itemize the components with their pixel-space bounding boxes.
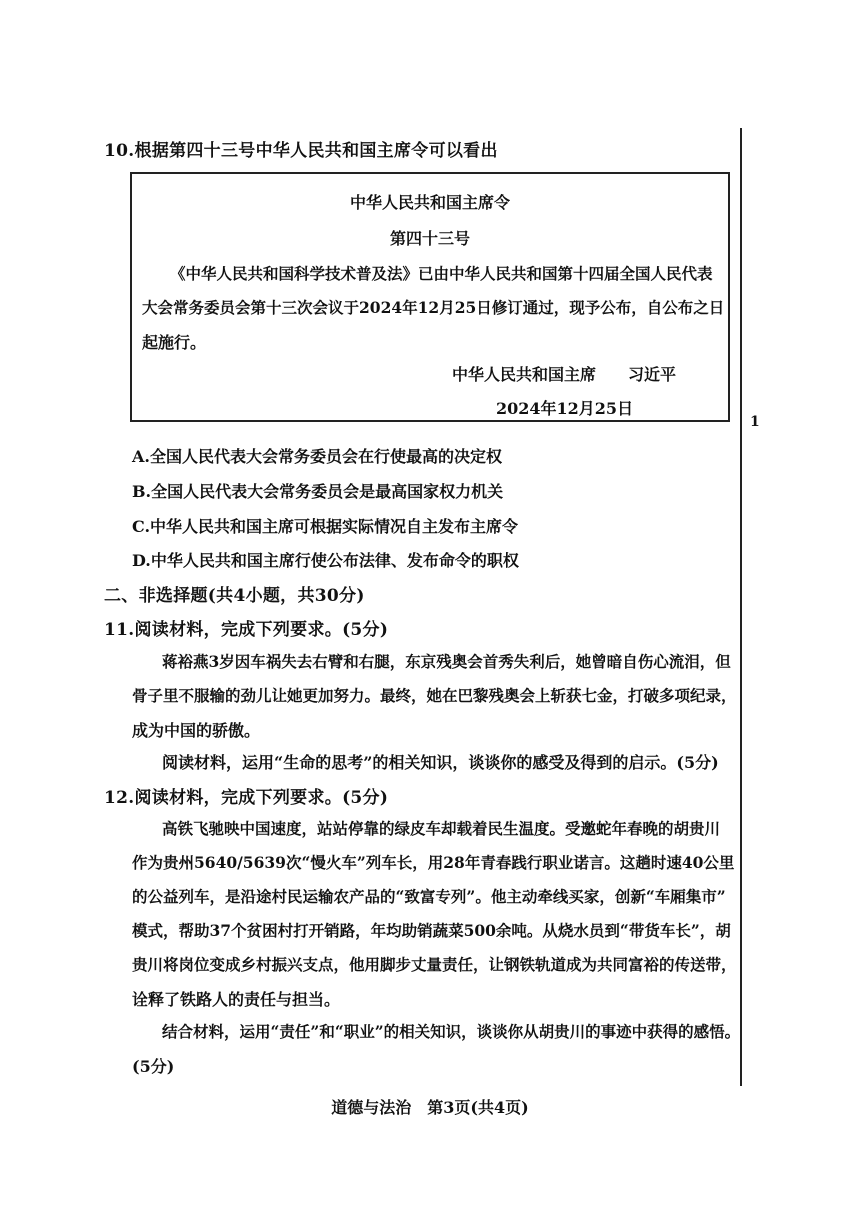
decree-body-line-1: 《中华人民共和国科学技术普及法》已由中华人民共和国第十四届全国人民代表 — [170, 264, 713, 283]
section-2-title: 二、非选择题(共4小题，共30分) — [104, 586, 365, 606]
q12-material-line-1: 高铁飞驰映中国速度，站站停靠的绿皮车却载着民生温度。受邀蛇年春晚的胡贵川 — [162, 819, 721, 838]
decree-box — [130, 172, 730, 422]
q12-task-line-1: 结合材料，运用“责任”和“职业”的相关知识，谈谈你从胡贵川的事迹中获得的感悟。 — [162, 1022, 741, 1041]
option-b: B.全国人民代表大会常务委员会是最高国家权力机关 — [132, 482, 504, 501]
question-11-title: 11.阅读材料，完成下列要求。(5分) — [104, 620, 389, 640]
question-12-title: 12.阅读材料，完成下列要求。(5分) — [104, 788, 389, 808]
question-10-title: 10.根据第四十三号中华人民共和国主席令可以看出 — [104, 141, 498, 161]
margin-mark: 1 — [750, 414, 760, 430]
q12-material-line-4: 模式，帮助37个贫困村打开销路，年均助销蔬菜500余吨。从烧水员到“带货车长”，胡 — [132, 921, 731, 940]
decree-number: 第四十三号 — [389, 229, 470, 248]
q12-material-line-6: 诠释了铁路人的责任与担当。 — [132, 990, 341, 1009]
q12-material-line-3: 的公益列车，是沿途村民运输农产品的“致富专列”。他主动牵线买家，创新“车厢集市” — [132, 887, 726, 906]
q11-material-line-3: 成为中国的骄傲。 — [132, 721, 261, 740]
option-c: C.中华人民共和国主席可根据实际情况自主发布主席令 — [132, 517, 519, 536]
decree-signer-name: 习近平 — [628, 365, 677, 384]
binding-margin-rule — [740, 128, 742, 1086]
q11-task: 阅读材料，运用“生命的思考”的相关知识，谈谈你的感受及得到的启示。(5分) — [162, 753, 719, 772]
option-a: A.全国人民代表大会常务委员会在行使最高的决定权 — [132, 447, 502, 466]
q12-material-line-2: 作为贵州5640/5639次“慢火车”列车长，用28年青春践行职业诺言。这趟时速40公里 — [132, 853, 735, 872]
decree-body-line-2: 大会常务委员会第十三次会议于2024年12月25日修订通过，现予公布，自公布之日 — [142, 298, 725, 317]
decree-heading: 中华人民共和国主席令 — [349, 193, 510, 212]
q11-material-line-1: 蒋裕燕3岁因车祸失去右臂和右腿，东京残奥会首秀失利后，她曾暗自伤心流泪，但 — [162, 652, 731, 671]
q11-material-line-2: 骨子里不服输的劲儿让她更加努力。最终，她在巴黎残奥会上斩获七金，打破多项纪录， — [132, 686, 737, 705]
q12-material-line-5: 贵川将岗位变成乡村振兴支点，他用脚步丈量责任，让钢铁轨道成为共同富裕的传送带， — [132, 955, 737, 974]
decree-body-line-3: 起施行。 — [142, 333, 207, 352]
decree-date: 2024年12月25日 — [496, 399, 634, 418]
page-footer: 道德与法治 第3页(共4页) — [331, 1098, 529, 1117]
q12-task-line-2: (5分) — [132, 1057, 175, 1076]
decree-signer-title: 中华人民共和国主席 — [452, 365, 597, 384]
option-d: D.中华人民共和国主席行使公布法律、发布命令的职权 — [132, 551, 519, 570]
